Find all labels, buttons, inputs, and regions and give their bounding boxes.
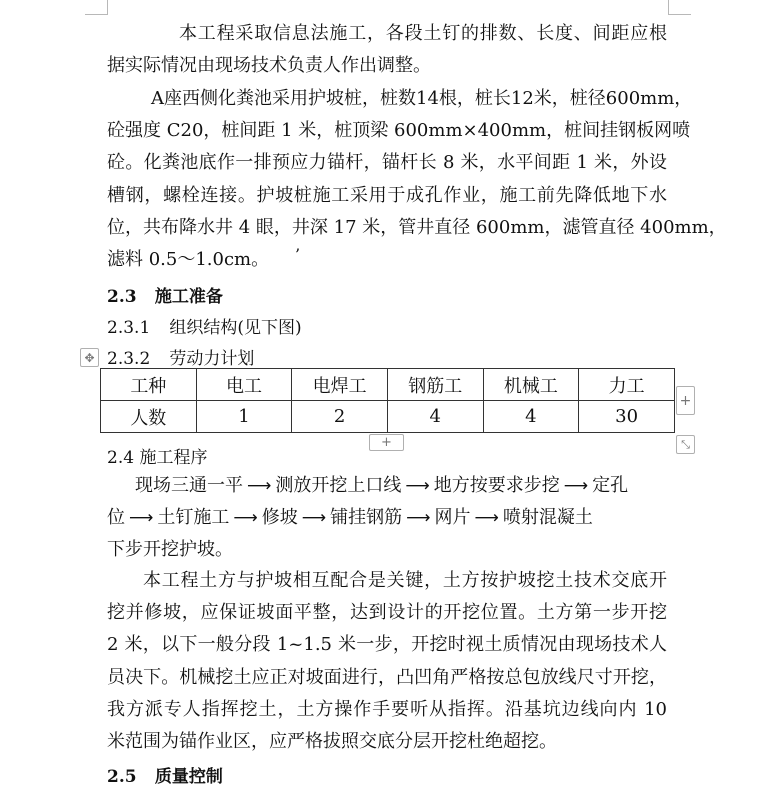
- paragraph-septic-tank: [107, 83, 727, 276]
- arrow-right-icon: ⟶: [247, 476, 272, 496]
- heading-number: 2.3.2: [107, 349, 151, 369]
- add-column-button[interactable]: +: [676, 386, 695, 415]
- add-row-button[interactable]: +: [369, 434, 404, 451]
- step-text: 修坡: [261, 507, 298, 529]
- step-text: 现场三通一平: [135, 475, 243, 496]
- step-text: 测放开挖上口线: [275, 475, 402, 496]
- table-cell[interactable]: 1: [196, 401, 292, 433]
- paragraph-line: 2 米，以下一般分段 1~1.5 米一步，开挖时视土质情况由现场技术人: [107, 634, 667, 656]
- arrow-right-icon: ⟶: [474, 508, 499, 529]
- table-move-handle-icon[interactable]: ✥: [80, 348, 99, 367]
- paragraph-line: 员决下。机械挖土应正对坡面进行，凸凹角严格按总包放线尺寸开挖，: [107, 666, 667, 688]
- arrow-right-icon: ⟶: [563, 476, 589, 496]
- table-row: [101, 369, 675, 401]
- table-cell[interactable]: 人数: [101, 401, 197, 433]
- heading-number: 2.5: [107, 767, 137, 787]
- paragraph-line: 砼。化粪池底作一排预应力锚杆，锚杆长 8 米，水平间距 1 米，外设: [107, 152, 667, 174]
- stray-apostrophe: ’: [295, 245, 301, 264]
- heading-number: 2.3.1: [107, 318, 151, 338]
- heading-2-3-1: [107, 313, 302, 338]
- step-text: 定孔: [592, 475, 629, 496]
- table-cell[interactable]: 电工: [196, 369, 292, 401]
- crop-mark-top-left: [85, 0, 108, 15]
- table-cell[interactable]: 机械工: [483, 369, 579, 401]
- paragraph-line: 据实际情况由现场技术负责人作出调整。: [107, 55, 431, 77]
- heading-title: 劳动力计划: [169, 349, 255, 369]
- heading-2-4: [107, 443, 207, 468]
- paragraph-line: 本工程土方与护坡相互配合是关键，土方按护坡挖土技术交底开: [143, 570, 667, 591]
- heading-title: 质量控制: [154, 767, 223, 787]
- paragraph-line: 位，共布降水井 4 眼，井深 17 米，管井直径 600mm，滤管直径 400mm，: [107, 216, 727, 238]
- step-text: 喷射混凝土: [502, 507, 593, 529]
- paragraph-line: 米范围为锚作业区，应严格拔照交底分层开挖杜绝超挖。: [107, 731, 557, 753]
- procedure-flow: [107, 470, 667, 567]
- step-text: 网片: [434, 507, 471, 529]
- arrow-right-icon: ⟶: [406, 508, 431, 529]
- paragraph-line: 滤料 0.5～1.0cm。: [107, 249, 270, 271]
- paragraph-line: 槽钢，螺栓连接。护坡桩施工采用于成孔作业，施工前先降低地下水: [107, 184, 667, 206]
- table-row: [101, 401, 675, 433]
- arrow-right-icon: ⟶: [301, 508, 327, 529]
- heading-title: 组织结构(见下图): [169, 318, 302, 338]
- heading-number: 2.3: [107, 287, 137, 307]
- table-cell[interactable]: 力工: [579, 369, 675, 401]
- table-cell[interactable]: 电焊工: [292, 369, 388, 401]
- paragraph-line: 本工程采取信息法施工，各段土钉的排数、长度、间距应根: [179, 23, 667, 44]
- paragraph-line: 我方派专人指挥挖土，土方操作手要听从指挥。沿基坑边线向内 10: [107, 698, 667, 720]
- heading-title: 2.4 施工程序: [107, 448, 208, 468]
- labor-plan-table[interactable]: [100, 368, 675, 433]
- heading-2-5: [107, 762, 223, 787]
- table-cell[interactable]: 钢筋工: [387, 369, 483, 401]
- table-cell[interactable]: 4: [483, 401, 579, 433]
- heading-2-3: [107, 282, 223, 307]
- arrow-right-icon: ⟶: [129, 508, 154, 529]
- paragraph-line: A座西侧化粪池采用护坡桩，桩数14根，桩长12米，桩径600mm，: [151, 88, 693, 109]
- arrow-right-icon: ⟶: [405, 476, 430, 496]
- table-cell[interactable]: 2: [292, 401, 388, 433]
- crop-mark-top-right: [668, 0, 691, 15]
- procedure-line-3: 下步开挖护坡。: [107, 539, 233, 561]
- table-cell[interactable]: 4: [387, 401, 483, 433]
- procedure-line-2: [107, 502, 667, 534]
- paragraph-line: 砼强度 C20，桩间距 1 米，桩顶梁 600mm×400mm，桩间挂钢板网喷: [107, 120, 691, 142]
- step-text: 地方按要求步挖: [433, 475, 560, 496]
- paragraph-earthwork: [107, 565, 667, 758]
- arrow-right-icon: ⟶: [233, 508, 258, 529]
- step-text: 位: [107, 507, 125, 529]
- paragraph-info-method: [107, 18, 667, 82]
- table-cell[interactable]: 30: [579, 401, 675, 433]
- table-cell[interactable]: 工种: [101, 369, 197, 401]
- heading-2-3-2: [107, 344, 254, 369]
- step-text: 土钉施工: [157, 507, 230, 529]
- procedure-line-1: [107, 470, 667, 502]
- heading-title: 施工准备: [154, 287, 223, 307]
- paragraph-line: 挖并修坡，应保证坡面平整，达到设计的开挖位置。土方第一步开挖: [107, 602, 667, 624]
- step-text: 铺挂钢筋: [330, 507, 403, 529]
- table-resize-icon[interactable]: ⤡: [676, 435, 695, 454]
